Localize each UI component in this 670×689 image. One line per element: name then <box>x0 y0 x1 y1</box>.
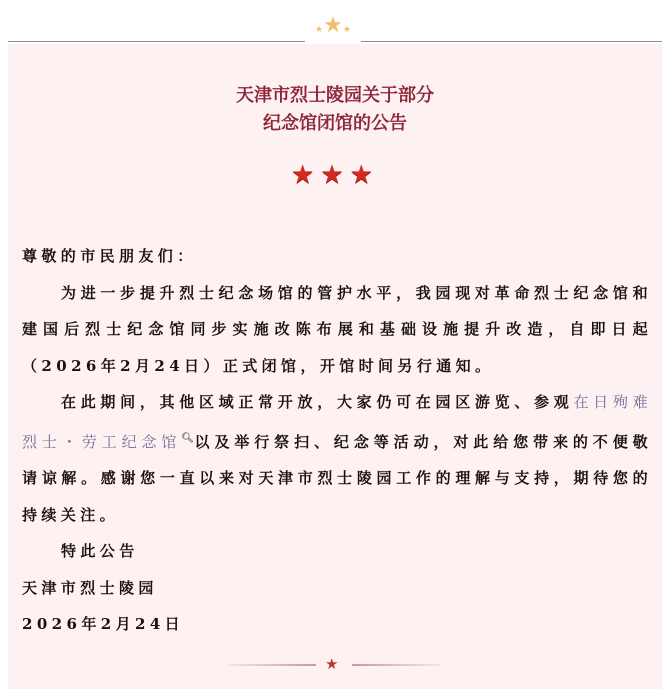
signature-org: 天津市烈士陵园 <box>22 578 158 597</box>
paragraph-1: 为进一步提升烈士纪念场馆的管护水平，我园现对革命烈士纪念馆和建国后烈士纪念馆同步实施改陈布展和基础设施提升改造，自即日起（2026年2月24日）正式闭馆，开馆时间另行通知。 <box>22 283 652 375</box>
notice-body <box>22 238 652 643</box>
title-line-1: 天津市烈士陵园关于部分 <box>236 85 434 106</box>
greeting: 尊敬的市民朋友们： <box>22 247 197 265</box>
divider-line <box>228 664 316 666</box>
small-star-icon: ★ <box>315 25 324 35</box>
small-star-icon: ★ <box>342 25 351 35</box>
three-stars-icon: ★★★ <box>291 160 379 190</box>
star-icon: ★ <box>323 13 343 38</box>
signature-date: 2026年2月24日 <box>22 615 185 633</box>
title-line-2: 纪念馆闭馆的公告 <box>263 113 407 134</box>
paragraph-2 <box>22 384 652 533</box>
star-icon: ★ <box>325 655 339 673</box>
search-icon[interactable]: 🔍︎ <box>181 432 195 444</box>
top-star-ornament <box>305 13 361 45</box>
bottom-divider <box>228 657 440 673</box>
page-title <box>0 82 670 138</box>
paragraph-2-text: 在此期间，其他区域正常开放，大家仍可在园区游览、参观 <box>61 393 574 411</box>
memorial-link[interactable]: 在日殉难烈士・劳工纪念馆 <box>22 393 652 451</box>
paragraph-3: 特此公告 <box>61 542 139 560</box>
paragraph-2-text-end: 以及举行祭扫、纪念等活动，对此给您带来的不便敬请谅解。感谢您一直以来对天津市烈士陵园工作的理解与支持，期待您的持续关注。 <box>22 432 653 524</box>
divider-line <box>352 664 440 666</box>
